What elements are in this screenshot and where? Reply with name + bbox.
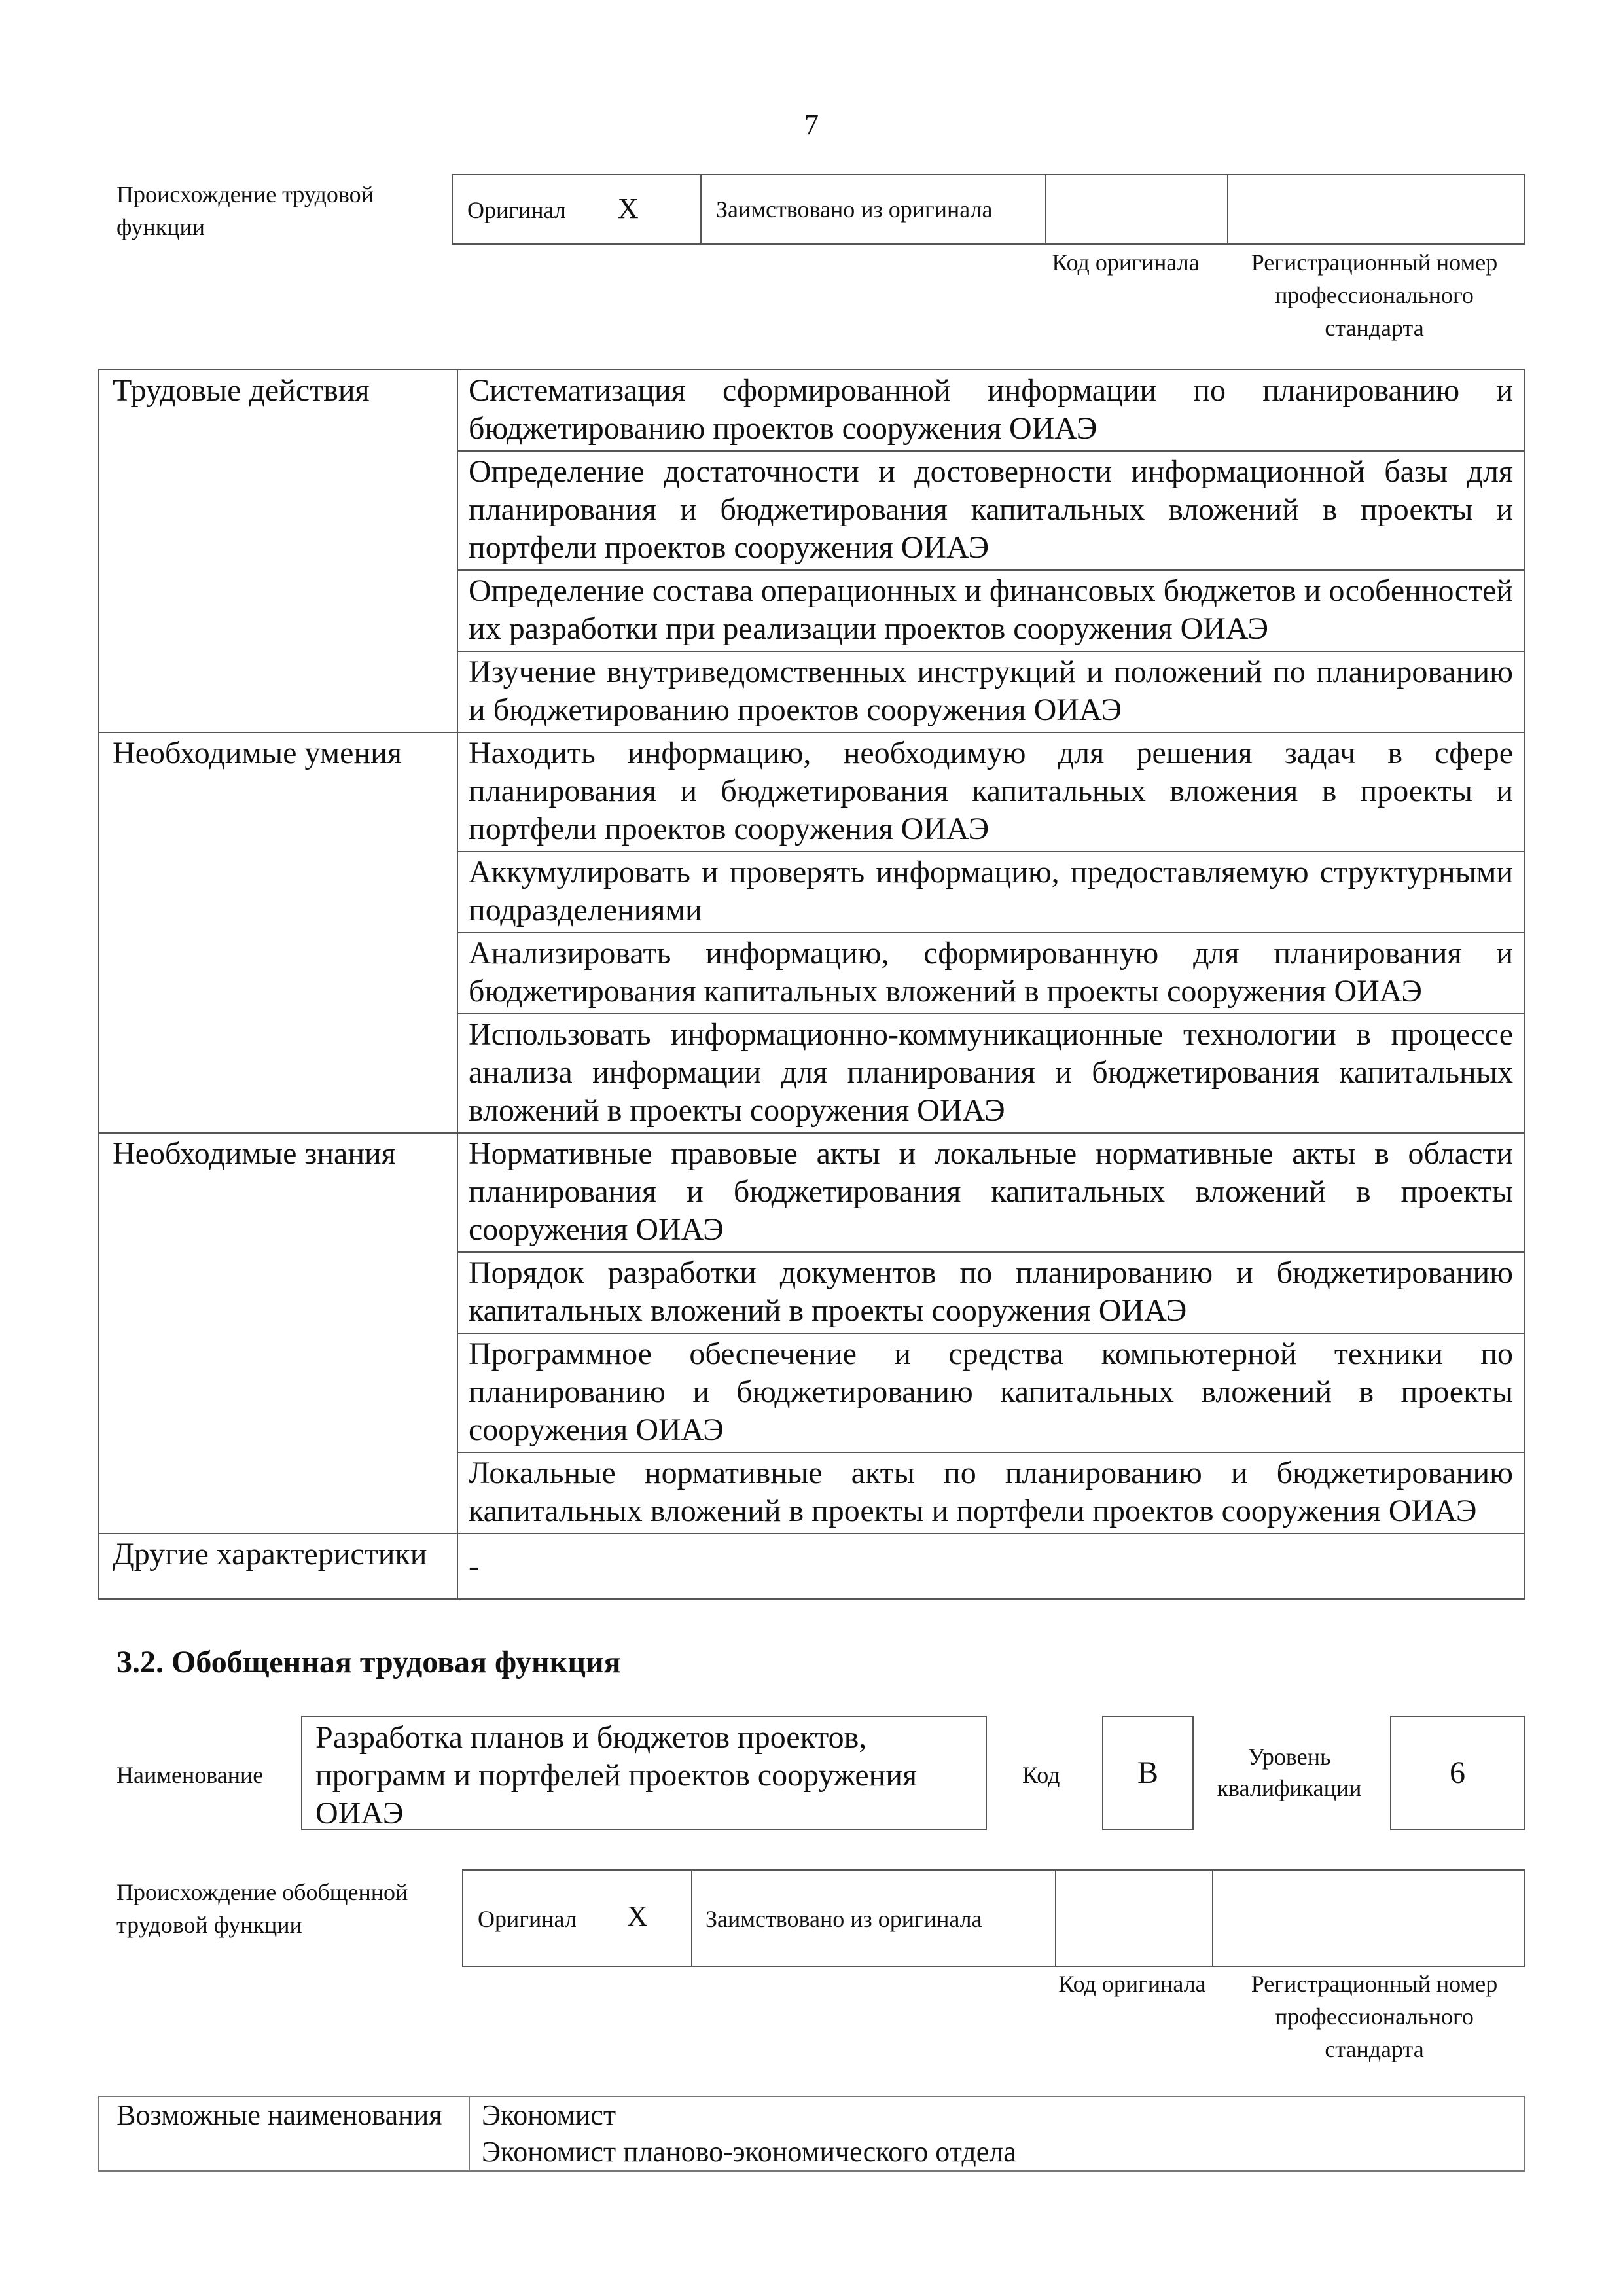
category-cell: Необходимые знания — [99, 1133, 457, 1534]
requirement-cell: Использовать информационно-коммуникационные технологии в процессе анализа информации для планирования и бюджетирования капитальных вложений в проекты сооружения ОИАЭ — [457, 1014, 1524, 1133]
code-original-caption: Код оригинала — [1058, 1971, 1206, 1997]
position-item: Экономист — [482, 2099, 616, 2131]
generalized-origin-box — [462, 1869, 1525, 1967]
level-label: Уровень квалификации — [1217, 1744, 1362, 1801]
name-label: Наименование — [116, 1762, 264, 1788]
category-cell: Трудовые действия — [99, 370, 457, 732]
borrowed-cell: Заимствовано из оригинала — [701, 175, 1046, 244]
code-original-cell — [1046, 175, 1228, 244]
code-original-caption: Код оригинала — [1052, 249, 1200, 276]
level-value-box: 6 — [1390, 1716, 1525, 1830]
table-row — [99, 732, 1524, 852]
section-title: 3.2. Обобщенная трудовая функция — [116, 1645, 621, 1679]
borrowed-label: Заимствовано из оригинала — [705, 1906, 982, 1932]
requirement-cell: Локальные нормативные акты по планированию и бюджетированию капитальных вложений в проекты и портфели проектов сооружения ОИАЭ — [457, 1452, 1524, 1534]
original-x-mark: X — [617, 192, 639, 224]
original-label: Оригинал — [467, 197, 566, 223]
requirement-cell: Нормативные правовые акты и локальные нормативные акты в области планирования и бюджетирования капитальных вложений в проекты сооружения ОИАЭ — [457, 1133, 1524, 1252]
requirement-cell: Изучение внутриведомственных инструкций и положений по планированию и бюджетированию проектов сооружения ОИАЭ — [457, 651, 1524, 732]
table-row — [99, 1534, 1524, 1599]
possible-titles-cell — [469, 2096, 1524, 2171]
page-number: 7 — [804, 109, 819, 141]
original-cell — [452, 175, 701, 244]
possible-titles-table — [98, 2096, 1525, 2172]
labor-function-table — [98, 369, 1525, 1600]
reg-number-caption: Регистрационный номер профессионального стандарта — [1251, 1971, 1498, 2062]
requirement-cell: Находить информацию, необходимую для решения задач в сфере планирования и бюджетирования капитальных вложения в проекты и портфели проектов сооружения ОИАЭ — [457, 732, 1524, 852]
category-cell: Другие характеристики — [99, 1534, 457, 1599]
table-row — [99, 1133, 1524, 1252]
requirement-cell: Аккумулировать и проверять информацию, предоставляемую структурными подразделениями — [457, 852, 1524, 933]
requirement-cell: Систематизация сформированной информации по планированию и бюджетированию проектов сооружения ОИАЭ — [457, 370, 1524, 451]
function-name-box: Разработка планов и бюджетов проектов, программ и портфелей проектов сооружения ОИАЭ — [301, 1716, 987, 1830]
position-item: Экономист планово-экономического отдела — [482, 2136, 1016, 2168]
origin-table — [452, 174, 1525, 245]
origin-label: Происхождение трудовой функции — [116, 181, 374, 240]
reg-number-cell — [1228, 175, 1524, 244]
original-x-mark: X — [627, 1900, 648, 1932]
code-label: Код — [1022, 1762, 1060, 1788]
code-value-box: B — [1102, 1716, 1194, 1830]
requirement-cell: - — [457, 1534, 1524, 1599]
requirement-cell: Порядок разработки документов по планированию и бюджетированию капитальных вложений в проекты сооружения ОИАЭ — [457, 1252, 1524, 1333]
requirement-cell: Программное обеспечение и средства компьютерной техники по планированию и бюджетированию капитальных вложений в проекты сооружения ОИАЭ — [457, 1333, 1524, 1452]
generalized-origin-label: Происхождение обобщенной трудовой функции — [116, 1879, 408, 1938]
reg-number-caption: Регистрационный номер профессионального стандарта — [1251, 249, 1498, 341]
requirement-cell: Определение состава операционных и финансовых бюджетов и особенностей их разработки при реализации проектов сооружения ОИАЭ — [457, 570, 1524, 651]
table-row — [99, 370, 1524, 451]
requirement-cell: Определение достаточности и достоверности информационной базы для планирования и бюджетирования капитальных вложений в проекты и портфели проектов сооружения ОИАЭ — [457, 451, 1524, 570]
category-cell: Необходимые умения — [99, 732, 457, 1133]
original-label: Оригинал — [478, 1906, 577, 1932]
possible-titles-label: Возможные наименования — [99, 2096, 469, 2171]
requirement-cell: Анализировать информацию, сформированную для планирования и бюджетирования капитальных вложений в проекты сооружения ОИАЭ — [457, 933, 1524, 1014]
